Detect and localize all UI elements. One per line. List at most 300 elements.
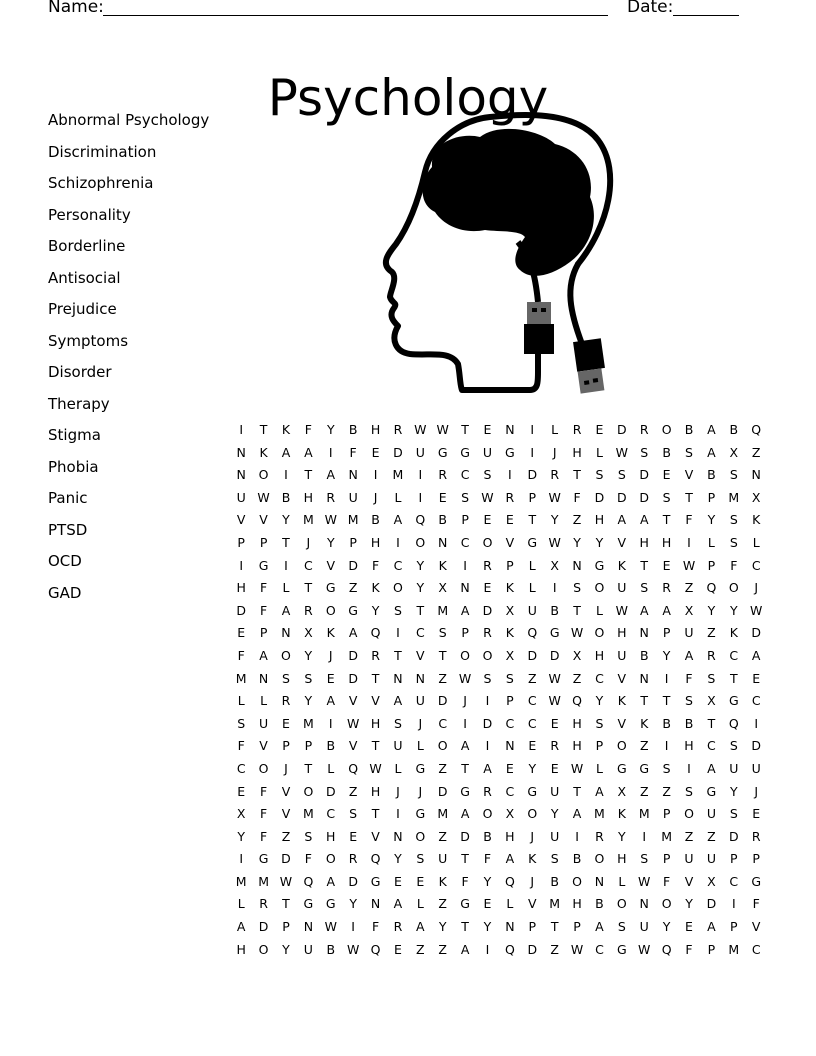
grid-cell: T [550,919,559,935]
grid-cell: V [371,828,380,844]
grid-cell: A [707,919,716,935]
grid-cell: I [508,467,512,483]
grid-cell: E [416,873,425,889]
head-brain-usb-icon [370,112,630,397]
grid-cell: I [396,625,400,641]
grid-cell: A [617,512,627,528]
grid-cell: Z [662,783,671,799]
grid-row [230,940,767,963]
grid-cell: D [617,489,627,505]
grid-cell: W [436,422,449,437]
grid-cell: C [460,467,470,483]
grid-cell: S [393,715,402,731]
grid-cell: Z [348,580,358,596]
grid-cell: B [483,828,492,844]
grid-cell: S [461,489,470,505]
grid-cell: T [416,602,425,618]
grid-cell: K [326,625,335,641]
word-list-item: Abnormal Psychology [48,111,210,129]
grid-cell: B [595,896,604,912]
grid-cell: G [616,941,627,957]
grid-cell: Z [550,941,559,957]
grid-cell: N [505,738,515,754]
grid-cell: J [418,783,423,799]
grid-cell: Z [751,444,761,460]
grid-cell: E [282,715,290,731]
grid-cell: Z [438,760,447,776]
grid-cell: W [369,760,382,776]
grid-cell: G [415,760,426,776]
grid-cell: Y [595,693,604,709]
grid-cell: A [393,512,403,528]
grid-cell: S [416,851,425,867]
grid-cell: O [258,941,269,957]
grid-cell: Q [370,941,381,957]
grid-cell: C [415,625,425,641]
grid-cell: R [707,647,716,663]
grid-cell: Y [550,806,559,822]
grid-cell: L [416,896,424,912]
grid-cell: S [304,828,313,844]
grid-cell: E [483,512,492,528]
grid-cell: E [505,760,514,776]
grid-cell: H [505,828,515,844]
grid-cell: R [483,625,492,641]
grid-cell: N [639,625,649,641]
grid-cell: F [259,602,268,618]
grid-cell: T [662,693,671,709]
grid-cell: R [438,467,448,483]
grid-cell: Q [504,873,515,889]
grid-cell: N [236,444,246,460]
grid-cell: U [684,625,694,641]
grid-cell: T [573,783,581,799]
grid-cell: W [458,670,472,686]
grid-cell: M [638,806,650,822]
grid-cell: O [281,647,291,663]
grid-cell: R [348,851,358,867]
grid-cell: M [235,670,247,686]
grid-cell: J [754,783,759,799]
grid-cell: W [638,873,651,889]
grid-cell: A [595,783,604,799]
grid-cell: Y [326,422,335,437]
grid-cell: G [325,580,336,596]
grid-cell: W [324,919,337,935]
grid-cell: D [437,693,448,709]
grid-cell: A [460,738,470,754]
grid-cell: X [572,647,582,663]
grid-cell: T [528,512,537,528]
grid-cell: B [438,512,447,528]
word-list [48,110,209,614]
grid-cell: C [751,693,761,709]
grid-cell: J [754,580,759,596]
grid-cell: Z [527,670,537,686]
grid-cell: A [416,919,425,935]
grid-cell: N [370,896,381,912]
word-list-item: Stigma [48,426,101,444]
grid-cell: Z [707,828,716,844]
grid-cell: A [326,467,336,483]
grid-cell: S [438,625,447,641]
grid-cell: Y [618,828,626,844]
grid-cell: Y [237,828,246,844]
grid-cell: P [662,625,671,641]
grid-cell: P [461,512,469,528]
grid-cell: L [282,580,290,596]
grid-cell: G [437,444,448,460]
grid-row [230,917,767,940]
grid-cell: R [550,738,559,754]
grid-cell: N [505,422,515,437]
grid-cell: F [237,738,245,754]
grid-cell: W [570,941,584,957]
grid-cell: W [548,693,561,709]
grid-cell: O [325,851,336,867]
grid-cell: O [415,534,426,550]
grid-cell: Z [438,828,447,844]
grid-cell: F [349,444,357,460]
grid-cell: E [685,919,693,935]
grid-cell: I [351,919,355,935]
grid-cell: J [418,715,423,731]
grid-cell: C [729,647,739,663]
grid-cell: E [237,783,246,799]
word-list-item: Disorder [48,363,112,381]
grid-cell: L [618,873,626,889]
grid-cell: M [437,806,449,822]
grid-cell: D [751,738,761,754]
grid-cell: S [707,670,716,686]
grid-cell: O [661,422,672,437]
grid-cell: W [414,422,427,437]
grid-cell: R [304,602,313,618]
grid-cell: H [594,647,605,663]
grid-cell: B [550,873,559,889]
grid-cell: S [595,715,604,731]
grid-cell: N [438,534,448,550]
grid-cell: U [303,941,313,957]
grid-cell: H [370,715,381,731]
grid-cell: E [505,512,514,528]
grid-cell: D [549,647,560,663]
grid-cell: B [662,715,671,731]
grid-cell: O [482,647,493,663]
grid-cell: I [328,444,333,460]
grid-cell: V [281,783,291,799]
grid-cell: I [485,941,490,957]
grid-row [230,623,767,646]
grid-cell: M [302,512,314,528]
grid-cell: F [663,873,671,889]
grid-row [230,872,767,895]
grid-cell: I [463,557,467,573]
grid-cell: C [505,783,515,799]
grid-cell: Q [415,512,426,528]
grid-cell: I [284,557,288,573]
grid-cell: L [595,602,603,618]
grid-cell: T [461,760,469,776]
grid-cell: W [615,444,629,460]
grid-cell: C [707,738,716,754]
grid-cell: O [594,625,605,641]
letter-grid [230,420,767,962]
grid-cell: K [505,580,514,596]
grid-cell: X [236,806,246,822]
grid-cell: V [751,919,761,935]
grid-cell: A [707,444,716,460]
grid-cell: T [304,760,313,776]
grid-cell: D [348,557,358,573]
grid-cell: S [729,512,738,528]
grid-cell: A [281,602,291,618]
grid-cell: F [259,580,268,596]
grid-cell: O [728,580,739,596]
grid-cell: E [483,422,492,437]
grid-row [230,894,767,917]
grid-cell: A [707,760,716,776]
grid-cell: P [506,557,514,573]
grid-cell: I [463,715,467,731]
grid-cell: W [638,941,651,957]
grid-cell: B [572,851,582,867]
grid-cell: Y [729,783,738,799]
grid-cell: O [594,851,605,867]
grid-cell: X [438,580,447,596]
grid-cell: D [482,602,493,618]
grid-row [230,804,767,827]
grid-cell: U [617,647,627,663]
grid-cell: W [570,625,584,641]
grid-cell: D [617,422,627,437]
grid-cell: Y [662,647,671,663]
grid-cell: C [595,670,604,686]
grid-cell: W [548,534,561,550]
grid-cell: X [707,873,716,889]
grid-cell: I [664,738,669,754]
grid-cell: F [685,512,693,528]
grid-cell: Y [707,602,716,618]
grid-cell: I [239,851,244,867]
grid-cell: Y [371,602,380,618]
grid-cell: E [528,738,537,754]
grid-cell: C [527,693,537,709]
grid-cell: S [483,670,492,686]
grid-cell: R [259,896,268,912]
grid-cell: I [687,534,691,550]
grid-cell: S [662,760,671,776]
grid-cell: Y [483,919,492,935]
grid-cell: J [463,693,467,709]
grid-cell: O [572,873,582,889]
grid-cell: I [396,534,400,550]
grid-cell: L [528,557,536,573]
grid-cell: H [303,489,314,505]
grid-cell: K [640,715,649,731]
grid-cell: A [460,941,470,957]
grid-cell: T [729,670,738,686]
grid-cell: I [664,670,669,686]
grid-cell: M [728,941,740,957]
grid-cell: C [326,806,336,822]
grid-cell: V [617,534,627,550]
grid-cell: Y [550,512,559,528]
grid-cell: Z [438,670,447,686]
grid-cell: O [482,806,493,822]
grid-cell: U [617,580,627,596]
grid-cell: D [639,489,650,505]
grid-cell: D [594,489,605,505]
grid-cell: S [640,444,649,460]
grid-cell: G [370,873,381,889]
grid-cell: U [348,489,358,505]
grid-cell: R [751,828,761,844]
grid-cell: X [707,693,716,709]
grid-cell: J [306,534,311,550]
grid-cell: G [460,896,470,912]
grid-cell: I [530,422,535,437]
grid-cell: V [259,738,268,754]
grid-cell: O [325,602,336,618]
grid-cell: V [259,512,268,528]
grid-cell: L [506,896,514,912]
grid-cell: E [483,896,492,912]
grid-cell: P [573,919,581,935]
grid-cell: Y [349,896,357,912]
grid-cell: I [552,580,557,596]
word-list-item: Prejudice [48,300,117,318]
grid-cell: V [416,647,425,663]
grid-cell: U [415,693,425,709]
grid-cell: M [235,873,247,889]
grid-cell: R [505,489,515,505]
grid-cell: N [348,467,358,483]
grid-cell: O [393,580,403,596]
grid-cell: M [302,715,314,731]
grid-cell: K [617,557,626,573]
grid-cell: W [346,941,360,957]
grid-cell: S [662,489,671,505]
grid-cell: C [527,715,537,731]
word-list-item: Symptoms [48,331,129,350]
grid-cell: Q [303,873,314,889]
grid-cell: Q [370,625,381,641]
grid-cell: C [505,715,515,731]
grid-cell: S [237,715,246,731]
grid-cell: E [438,489,447,505]
grid-cell: Z [639,783,649,799]
grid-cell: Q [572,693,582,709]
grid-cell: W [548,670,561,686]
grid-cell: O [616,738,627,754]
grid-cell: S [617,467,626,483]
grid-row [230,714,767,737]
grid-cell: A [639,512,649,528]
grid-cell: S [729,467,738,483]
grid-cell: A [326,873,336,889]
grid-cell: N [415,670,425,686]
grid-cell: P [707,489,716,505]
grid-cell: R [639,422,649,437]
grid-row [230,556,767,579]
grid-cell: O [415,828,426,844]
date-blank-line [673,15,739,16]
grid-cell: E [371,444,380,460]
grid-cell: A [595,919,604,935]
grid-cell: S [685,783,693,799]
grid-cell: F [573,489,581,505]
grid-cell: B [729,422,739,437]
grid-cell: A [572,806,582,822]
grid-cell: S [729,806,738,822]
grid-cell: T [304,467,313,483]
grid-row [230,465,767,488]
grid-cell: C [438,715,448,731]
grid-cell: Q [751,422,762,437]
grid-cell: I [418,467,423,483]
grid-cell: A [236,919,246,935]
grid-cell: T [707,715,716,731]
word-list-item: Antisocial [48,268,121,287]
grid-cell: T [371,670,380,686]
grid-cell: G [460,783,470,799]
grid-cell: Y [282,941,290,957]
grid-cell: E [662,557,671,573]
grid-cell: P [506,693,514,709]
grid-cell: R [483,783,492,799]
grid-cell: I [485,738,490,754]
grid-cell: A [684,647,694,663]
word-list-item: Discrimination [48,142,157,161]
grid-cell: S [595,467,604,483]
grid-cell: Q [527,625,538,641]
grid-cell: Z [348,783,358,799]
grid-cell: R [662,580,671,596]
grid-cell: D [527,647,538,663]
grid-cell: Z [684,580,694,596]
grid-cell: G [303,896,314,912]
grid-cell: T [282,534,290,550]
grid-cell: L [528,580,536,596]
grid-cell: M [302,806,314,822]
grid-cell: B [371,512,380,528]
grid-cell: K [281,422,291,437]
grid-cell: Z [438,896,447,912]
grid-cell: R [393,919,403,935]
grid-cell: U [236,489,246,505]
grid-cell: A [304,444,313,460]
grid-cell: S [282,670,290,686]
word-list-item: GAD [48,583,82,602]
grid-cell: B [348,422,358,437]
grid-cell: E [483,580,492,596]
grid-cell: H [326,828,336,844]
grid-cell: N [639,896,649,912]
grid-cell: L [327,760,335,776]
grid-cell: T [304,580,313,596]
grid-cell: O [460,647,471,663]
grid-cell: K [438,557,447,573]
grid-cell: W [749,602,763,618]
grid-cell: D [639,467,650,483]
grid-cell: G [728,693,739,709]
grid-cell: S [550,851,559,867]
grid-cell: U [393,738,403,754]
name-blank-line [103,15,608,16]
grid-cell: W [570,760,584,776]
grid-cell: D [728,828,739,844]
